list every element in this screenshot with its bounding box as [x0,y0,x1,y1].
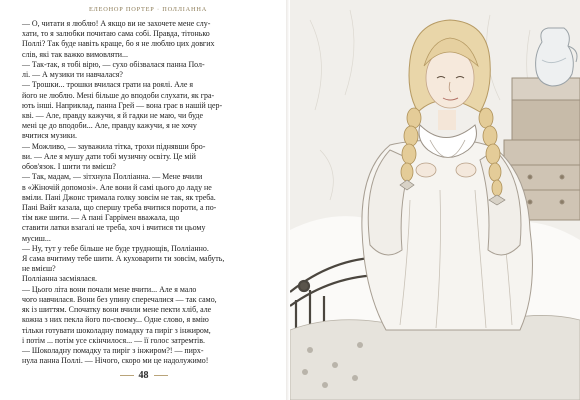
text-line: ви. — Але я мушу дати тобі музичну освіту. Це мій [22,151,196,161]
body-text [22,19,275,366]
text-line: нула панна Поллі. — Нічого, скоро ми це надолужимо! [22,356,209,366]
text-line: слів, які так важко вимовляти... [22,49,129,59]
text-line: лі. — А музики ти навчалася? [22,70,123,80]
text-line: кожна з них пекла його по-своєму... Одне слово, я вмію [22,315,209,325]
text-line: мені це до вподоби... Але, правду кажучи, я не хочу [22,121,197,131]
text-line: мусиш... [22,233,51,243]
text-line: — Ну, тут у тебе більше не буде труднощів, Полліанно. [22,243,209,253]
page-number-footer [0,370,287,381]
left-page [0,0,287,400]
text-line: — Так-так, я тобі вірю, — сухо обізвалася панна Пол- [22,59,205,69]
text-line: — Шоколадну помадку та пиріг з інжиром?! — пирх- [22,346,204,355]
text-line: Полліанна засміялася. [22,274,97,284]
text-line: як із шиттям. Спочатку вони вчили мене пекти хліб, але [22,305,212,315]
text-line: — Можливо, — зауважила тітка, трохи піднявши бро- [22,141,206,151]
text-line: його не люблю. Мені більше до вподоби слухати, як гра- [22,90,215,100]
text-line: хати, то я залюбки почитаю сама собі. Правда, тітонько [22,29,210,39]
text-line: чого навчилася. Вони без упину сперечалися — так само, [22,294,217,304]
text-line: — О, читати я люблю! А якщо ви не захочете мене слу- [22,19,211,28]
ornament-line [154,375,168,376]
text-line: ють інші. Наприклад, панна Грей — вона грає в нашій цер- [22,100,223,110]
ornament-line [120,375,134,376]
text-line: Пані Вайт казала, що спершу треба вчитися пороти, а по- [22,202,217,212]
text-line: вміли. Пані Джонс тримала голку зовсім не так, як треба. [22,192,216,202]
right-page [290,0,580,400]
text-line: вчитися музики. [22,131,78,141]
text-line: ставити латки взагалі не треба, хоч і вчитися ти цьому [22,223,206,233]
text-line: Я сама вчитиму тебе шити. А куховарити ти зовсім, мабуть, [22,254,225,264]
text-line: — Так, мадам, — зітхнула Полліанна. — Мене вчили [22,172,203,182]
text-line: і потім ... потім усе скінчилося... — її голос затремтів. [22,335,205,345]
text-line: в «Жіночій допомозі». Але вони й самі цього до ладу не [22,182,212,192]
text-line: кві. — Але, правду кажучи, я й гадки не маю, чи буде [22,110,203,120]
text-line: Поллі? Так буде навіть краще, бо я не люблю цих довгих [22,39,215,49]
text-line: обов'язок. І шити ти вмієш? [22,162,116,172]
text-line: тільки готувати шоколадну помадку та пиріг з інжиром, [22,325,211,335]
page-number: 48 [138,370,149,381]
text-line: тім вже шити. — А пані Гаррімен вважала, що [22,213,180,223]
girl-portrait-illustration [290,0,580,400]
text-line: не вмієш? [22,264,56,274]
running-head: ЕЛЕОНОР ПОРТЕР · ПОЛЛІАННА [88,6,208,13]
text-line: — Цього літа вони почали мене вчити... Але я мало [22,284,197,294]
text-line: — Трошки... трошки вчилася грати на роялі. Але я [22,80,194,90]
